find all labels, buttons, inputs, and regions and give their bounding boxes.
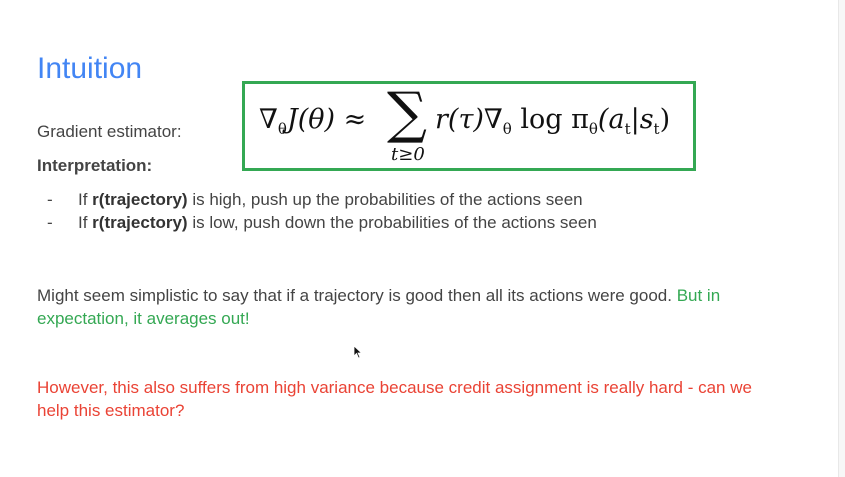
slide-edge [838, 0, 845, 477]
bullet-text: If r(trajectory) is high, push up the probabilities of the actions seen [78, 190, 583, 209]
expectation-note: But in expectation, it averages out! [37, 286, 721, 328]
slide-title: Intuition [37, 52, 143, 85]
explanation-paragraph: Might seem simplistic to say that if a trajectory is good then all its actions were good. But in expectation, it averages out! [37, 286, 721, 328]
bullet-dash: - [47, 190, 53, 209]
summation-index: t≥0 [391, 144, 425, 165]
mouse-cursor-icon [353, 345, 363, 359]
bullet-text: If r(trajectory) is low, push down the probabilities of the actions seen [78, 213, 597, 232]
formula-rhs: $r(\tau)\nabla_\theta$ $\log \pi_\theta(a_t|s_t)$ [435, 104, 671, 138]
interpretation-label: Interpretation: [37, 156, 153, 175]
summation-symbol: ∑ [387, 81, 427, 146]
bullet-dash: - [47, 213, 53, 232]
gradient-estimator-label: Gradient estimator: [37, 122, 182, 141]
formula-lhs: $\nabla_\theta J(\theta)$ ≈ [259, 104, 367, 138]
variance-warning: However, this also suffers from high variance because credit assignment is really hard - can we help this estimator? [37, 378, 752, 420]
gradient-formula [253, 81, 693, 166]
formula-box [242, 81, 696, 171]
